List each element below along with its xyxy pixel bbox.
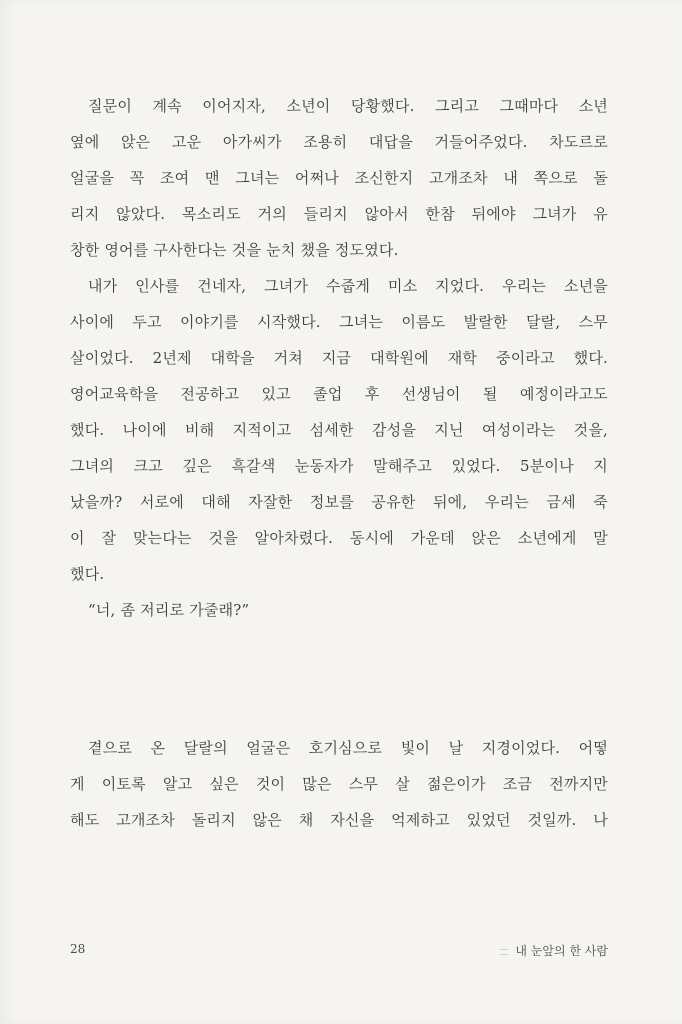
text-line: 살이었다. 2년제 대학을 거쳐 지금 대학원에 재학 중이라고 했다. [70, 349, 608, 367]
double-line-icon [499, 946, 509, 956]
text-line: 했다. 나이에 비해 지적이고 섬세한 감성을 지닌 여성이라는 것을, [70, 421, 608, 439]
text-line: 이 잘 맞는다는 것을 알아차렸다. 동시에 가운데 앉은 소년에게 말 [70, 529, 608, 547]
text-line: 리지 않았다. 목소리도 거의 들리지 않아서 한참 뒤에야 그녀가 유 [70, 205, 608, 223]
text-line: 영어교육학을 전공하고 있고 졸업 후 선생님이 될 예정이라고도 [70, 385, 608, 403]
text-line: 했다. [70, 565, 105, 583]
running-title [499, 942, 608, 959]
running-title-text: 내 눈앞의 한 사람 [515, 944, 608, 958]
paragraph [70, 268, 608, 592]
text-line: 해도 고개조차 돌리지 않은 채 자신을 억제하고 있었던 것일까. 나 [70, 811, 608, 829]
text-line: 질문이 계속 이어지자, 소년이 당황했다. 그리고 그때마다 소년 [88, 97, 608, 115]
text-line: 옆에 앉은 고운 아가씨가 조용히 대답을 거들어주었다. 차도르로 [70, 133, 608, 151]
page-number: 28 [70, 942, 86, 956]
body-text-upper [70, 88, 608, 628]
text-line: 내가 인사를 건네자, 그녀가 수줍게 미소 지었다. 우리는 소년을 [88, 277, 608, 295]
paragraph [70, 88, 608, 268]
text-line: 얼굴을 꼭 조여 맨 그녀는 어쩌나 조신한지 고개조차 내 쪽으로 돌 [70, 169, 608, 187]
text-line: 창한 영어를 구사한다는 것을 눈치 챘을 정도였다. [70, 241, 399, 259]
text-line: 났을까? 서로에 대해 자잘한 정보를 공유한 뒤에, 우리는 금세 죽 [70, 493, 608, 511]
text-line: 그녀의 크고 깊은 흑갈색 눈동자가 말해주고 있었다. 5분이나 지 [70, 457, 608, 475]
body-text-lower [70, 730, 608, 838]
text-line: 사이에 두고 이야기를 시작했다. 그녀는 이름도 발랄한 달랄, 스무 [70, 313, 608, 331]
text-line: 곁으로 온 달랄의 얼굴은 호기심으로 빛이 날 지경이었다. 어떻 [88, 739, 608, 757]
text-line: 게 이토록 알고 싶은 것이 많은 스무 살 젊은이가 조금 전까지만 [70, 775, 608, 793]
paragraph [70, 730, 608, 838]
paragraph-dialogue [70, 592, 608, 628]
dialogue-line: “너, 좀 저리로 가줄래?” [88, 601, 250, 619]
